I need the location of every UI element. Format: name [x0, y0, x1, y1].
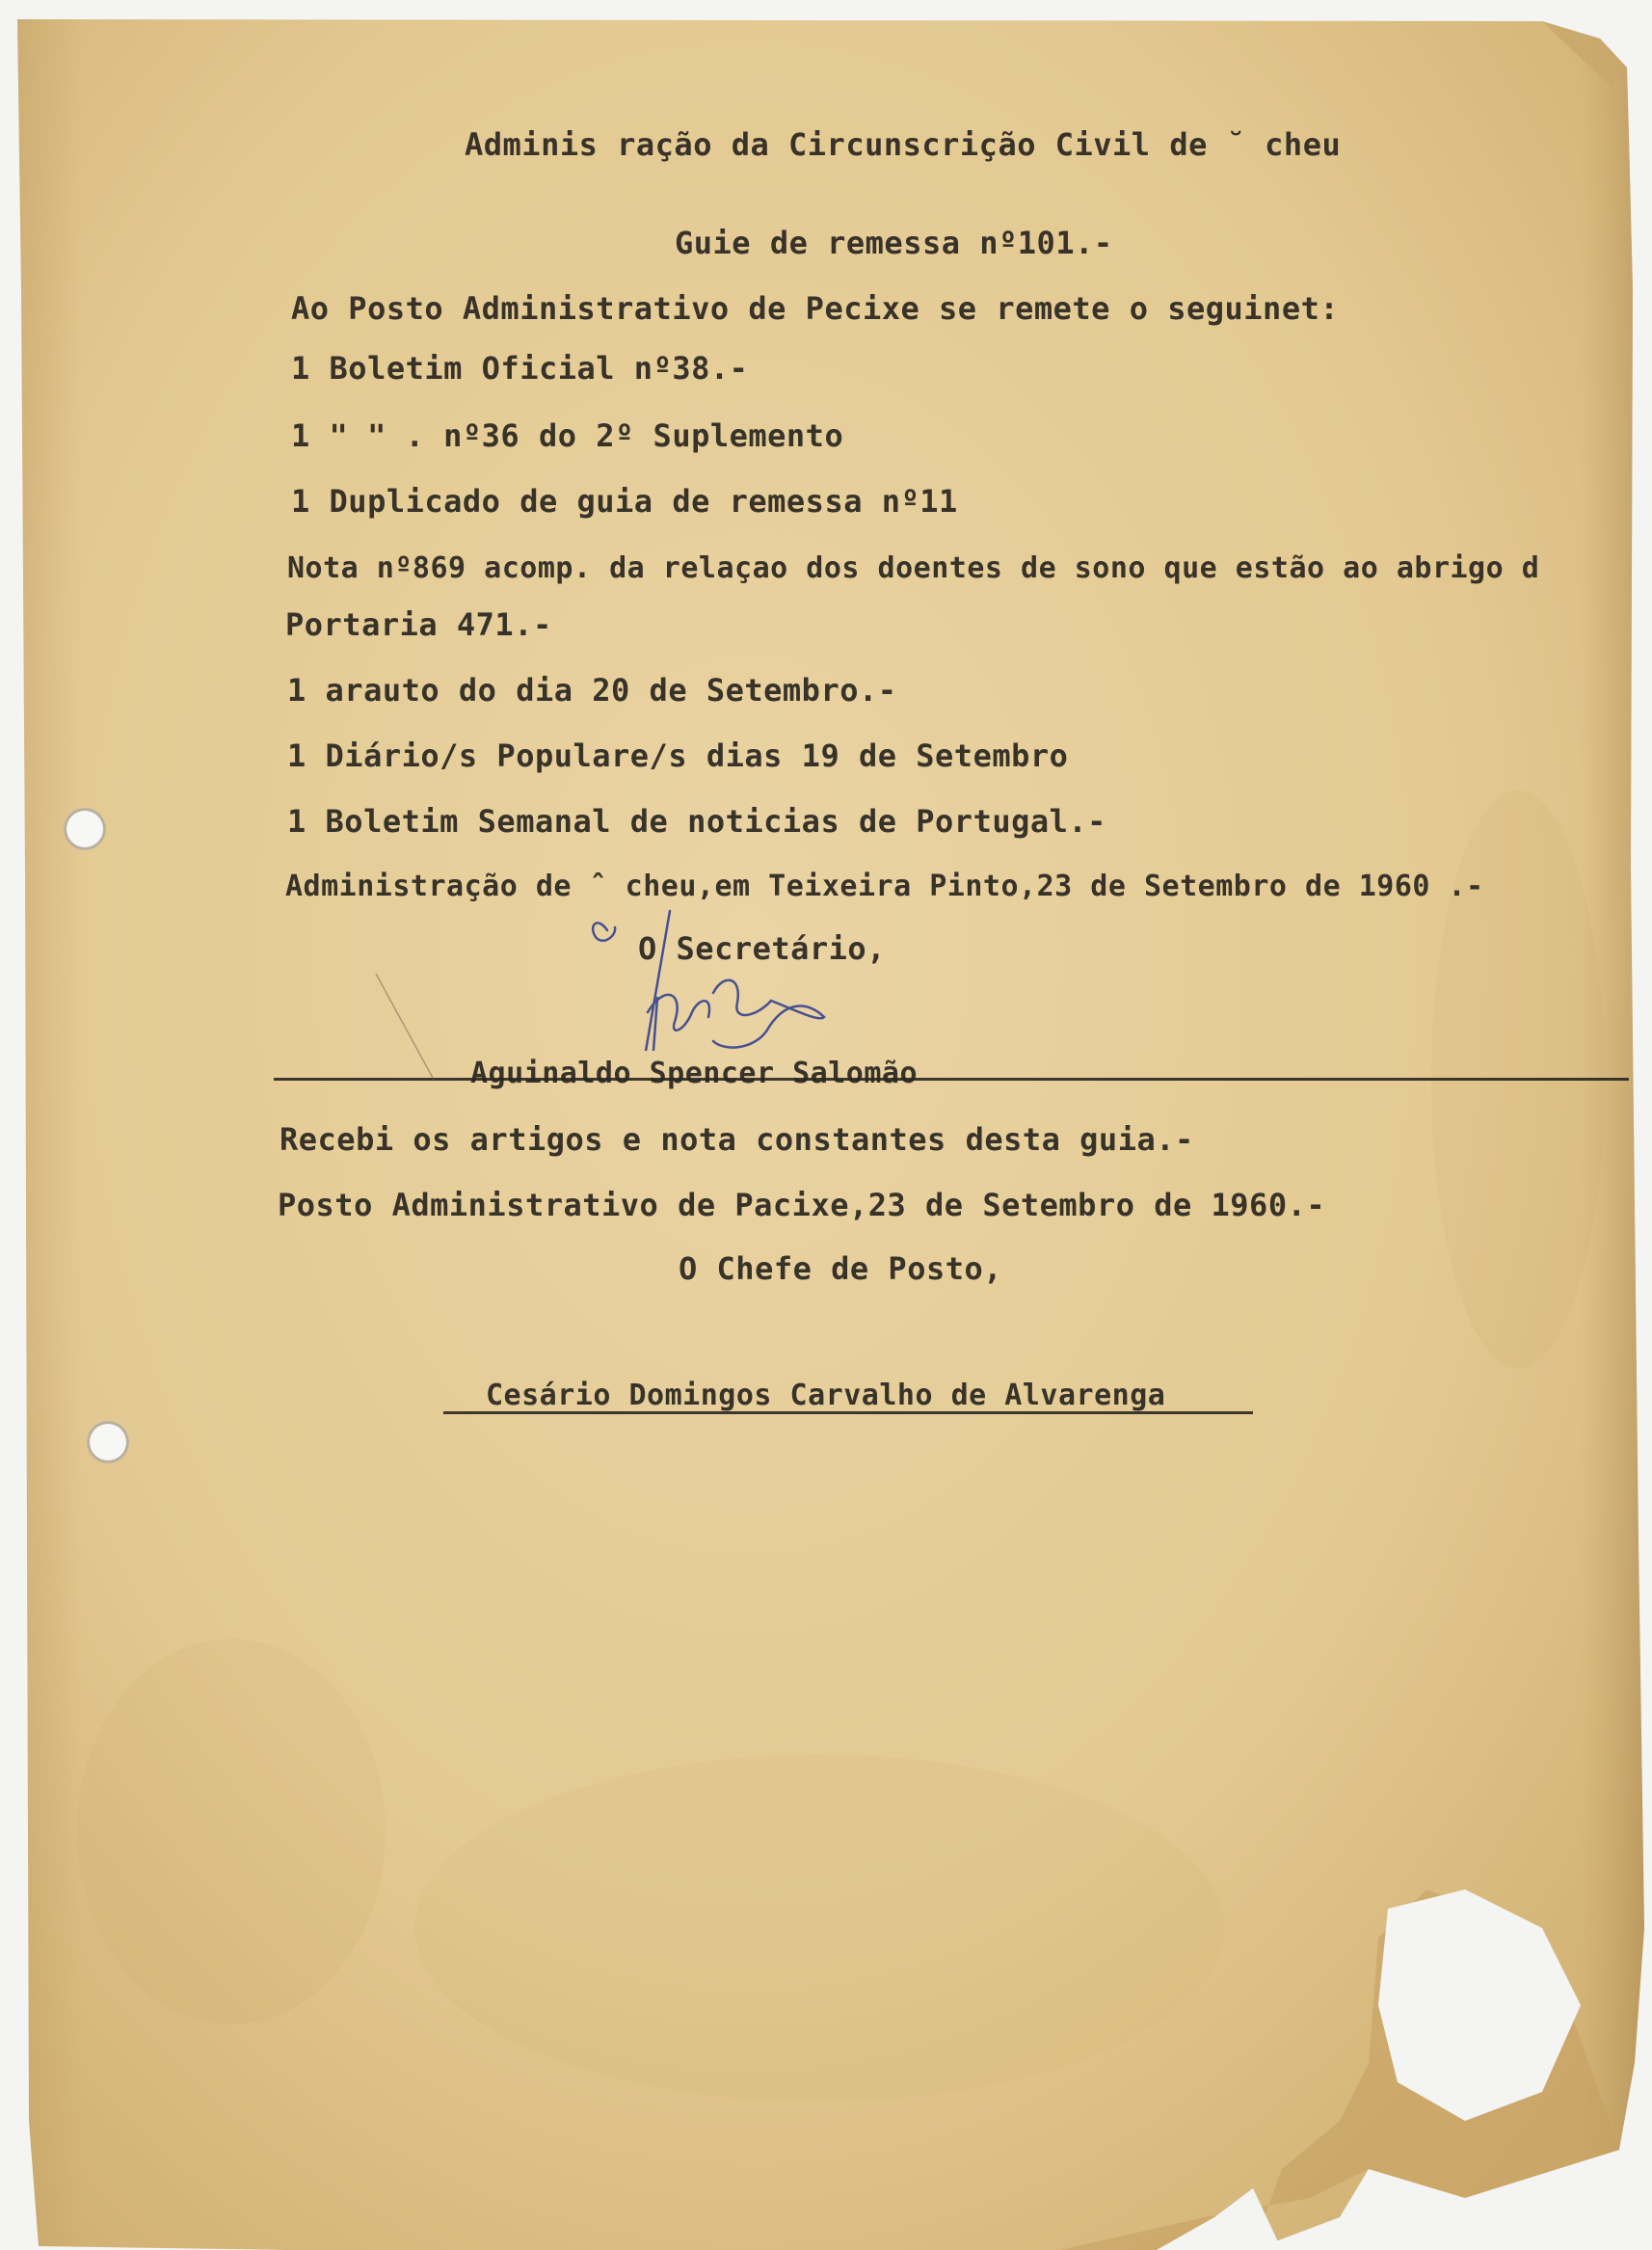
intro-line: Ao Posto Administrativo de Pecixe se remete o seguinet:: [291, 290, 1340, 327]
place-date-line: Administração de ˆ cheu,em Teixeira Pinto,23 de Setembro de 1960 .-: [285, 870, 1484, 903]
list-item-boletim-36: 1 " " . nº36 do 2º Suplemento: [291, 417, 844, 454]
list-item-duplicado: 1 Duplicado de guia de remessa nº11: [291, 483, 958, 520]
list-item-portaria: Portaria 471.-: [285, 606, 552, 643]
punch-hole-bottom: [87, 1421, 129, 1463]
pencil-marks: [366, 964, 482, 1099]
list-item-diario: 1 Diário/s Populare/s dias 19 de Setembro: [287, 737, 1069, 774]
list-item-boletim-semanal: 1 Boletim Semanal de noticias de Portugal.-: [287, 803, 1106, 840]
guide-title: Guie de remessa nº101.-: [675, 225, 1113, 261]
secretary-name: Aguinaldo Spencer Salomão: [470, 1057, 919, 1090]
punch-hole-top: [64, 808, 106, 850]
list-item-nota-869: Nota nº869 acomp. da relaçao dos doentes de sono que estão ao abrigo d: [287, 551, 1540, 585]
list-item-boletim-38: 1 Boletim Oficial nº38.-: [291, 350, 749, 387]
chief-title: O Chefe de Posto,: [679, 1250, 1003, 1287]
secretary-signature: [578, 906, 848, 1051]
secretary-title: O Secretário,: [638, 930, 886, 967]
list-item-arauto: 1 arauto do dia 20 de Setembro.-: [287, 672, 897, 709]
receipt-place-date: Posto Administrativo de Pacixe,23 de Setembro de 1960.-: [278, 1187, 1326, 1223]
chief-name: Cesário Domingos Carvalho de Alvarenga: [486, 1379, 1166, 1412]
receipt-line: Recebi os artigos e nota constantes desta guia.-: [280, 1121, 1194, 1158]
header-line: Adminis ração da Circunscrição Civil de ˘ cheu: [465, 126, 1342, 163]
